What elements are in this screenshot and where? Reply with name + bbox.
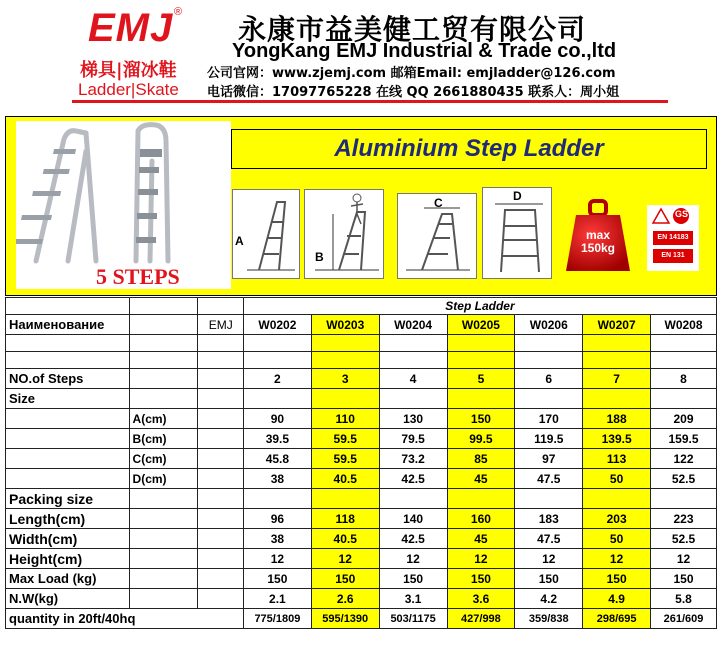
length-cell: 160	[447, 509, 515, 529]
model-cell: W0207	[583, 315, 651, 335]
size-row-a	[6, 409, 717, 429]
product-title: Aluminium Step Ladder	[334, 135, 604, 162]
width-cell: 38	[243, 529, 311, 549]
length-cell: 140	[379, 509, 447, 529]
model-cell: W0206	[515, 315, 583, 335]
steps-cell: 2	[243, 369, 311, 389]
header-divider	[72, 100, 668, 103]
model-cell: W0205	[447, 315, 515, 335]
size-row-d	[6, 469, 717, 489]
maxload-cell: 150	[311, 569, 379, 589]
height-row	[6, 549, 717, 569]
nw-cell: 2.1	[243, 589, 311, 609]
logo-text: EMJ	[88, 6, 174, 50]
logo-english-text: Ladder|Skate	[78, 80, 179, 99]
height-cell: 12	[379, 549, 447, 569]
diagram-b	[304, 189, 384, 279]
length-row	[6, 509, 717, 529]
company-name-chinese: 永康市益美健工贸有限公司	[238, 13, 587, 46]
spec-table	[5, 297, 717, 629]
diagram-c	[397, 193, 477, 279]
height-cell: 12	[651, 549, 717, 569]
width-cell: 42.5	[379, 529, 447, 549]
size-cell: 73.2	[379, 449, 447, 469]
width-cell: 40.5	[311, 529, 379, 549]
size-cell: 40.5	[311, 469, 379, 489]
diagram-label-c: C	[434, 196, 443, 210]
diagram-label-b: B	[315, 250, 324, 264]
group-header: Step Ladder	[243, 298, 716, 315]
size-cell: 90	[243, 409, 311, 429]
quantity-cell: 298/695	[583, 609, 651, 629]
max-load-text: max 150kg	[580, 228, 616, 255]
logo-chinese-text: 梯具|溜冰鞋	[80, 60, 177, 81]
size-b-label: B(cm)	[129, 429, 198, 449]
diagram-label-a: A	[235, 234, 244, 248]
size-cell: 99.5	[447, 429, 515, 449]
quantity-cell: 595/1390	[311, 609, 379, 629]
nw-cell: 4.9	[583, 589, 651, 609]
size-cell: 42.5	[379, 469, 447, 489]
quantity-cell: 359/838	[515, 609, 583, 629]
maxload-row	[6, 569, 717, 589]
width-row	[6, 529, 717, 549]
group-header-row	[6, 298, 717, 315]
size-cell: 97	[515, 449, 583, 469]
model-cell: W0204	[379, 315, 447, 335]
size-a-label: A(cm)	[129, 409, 198, 429]
quantity-cell: 427/998	[447, 609, 515, 629]
size-header-row	[6, 389, 717, 409]
height-cell: 12	[447, 549, 515, 569]
width-label: Width(cm)	[6, 529, 130, 549]
height-cell: 12	[243, 549, 311, 569]
maxload-cell: 150	[243, 569, 311, 589]
steps-cell: 7	[583, 369, 651, 389]
max-load-weight-icon	[564, 199, 632, 275]
size-c-label: C(cm)	[129, 449, 198, 469]
maxload-label: Max Load (kg)	[6, 569, 130, 589]
gs-mark-icon	[647, 205, 699, 227]
size-cell: 150	[447, 409, 515, 429]
registered-mark: ®	[174, 6, 183, 18]
size-cell: 45	[447, 469, 515, 489]
size-cell: 110	[311, 409, 379, 429]
steps-cell: 4	[379, 369, 447, 389]
width-cell: 52.5	[651, 529, 717, 549]
size-cell: 139.5	[583, 429, 651, 449]
maxload-cell: 150	[379, 569, 447, 589]
height-cell: 12	[515, 549, 583, 569]
diagram-d	[482, 187, 552, 279]
blank-row	[6, 352, 717, 369]
diagram-a	[232, 189, 300, 279]
size-row-b	[6, 429, 717, 449]
title-box	[231, 129, 707, 169]
model-cell: W0202	[243, 315, 311, 335]
width-cell: 47.5	[515, 529, 583, 549]
diagram-label-d: D	[513, 189, 522, 203]
maxload-cell: 150	[515, 569, 583, 589]
certification-badges	[647, 205, 699, 271]
maxload-cell: 150	[583, 569, 651, 589]
size-cell: 79.5	[379, 429, 447, 449]
nw-label: N.W(kg)	[6, 589, 130, 609]
size-row-c	[6, 449, 717, 469]
size-cell: 122	[651, 449, 717, 469]
packing-label: Packing size	[6, 489, 130, 509]
size-cell: 119.5	[515, 429, 583, 449]
company-phone-contact: 电话微信：17097765228 在线 QQ 2661880435 联系人：周小姐	[207, 85, 620, 100]
height-cell: 12	[311, 549, 379, 569]
size-cell: 47.5	[515, 469, 583, 489]
cert-en14183: EN 14183	[653, 231, 693, 245]
company-name-english: YongKang EMJ Industrial & Trade co.,ltd	[232, 40, 617, 62]
length-cell: 118	[311, 509, 379, 529]
nw-cell: 5.8	[651, 589, 717, 609]
size-cell: 50	[583, 469, 651, 489]
nw-cell: 2.6	[311, 589, 379, 609]
width-cell: 45	[447, 529, 515, 549]
quantity-cell: 261/609	[651, 609, 717, 629]
size-cell: 39.5	[243, 429, 311, 449]
steps-cell: 5	[447, 369, 515, 389]
product-banner	[5, 116, 717, 296]
company-header	[0, 0, 720, 110]
size-cell: 85	[447, 449, 515, 469]
size-cell: 159.5	[651, 429, 717, 449]
size-cell: 59.5	[311, 449, 379, 469]
size-cell: 188	[583, 409, 651, 429]
nw-cell: 3.1	[379, 589, 447, 609]
quantity-label: quantity in 20ft/40hq	[6, 609, 244, 629]
size-cell: 130	[379, 409, 447, 429]
size-label: Size	[6, 389, 130, 409]
steps-label: NO.of Steps	[6, 369, 130, 389]
length-cell: 223	[651, 509, 717, 529]
size-cell: 113	[583, 449, 651, 469]
model-cell: W0203	[311, 315, 379, 335]
emj-logo	[74, 4, 204, 100]
company-web-email: 公司官网：www.zjemj.com 邮箱Email: emjladder@126.com	[207, 66, 616, 81]
steps-cell: 6	[515, 369, 583, 389]
nw-row	[6, 589, 717, 609]
cert-en131: EN 131	[653, 249, 693, 263]
nw-cell: 4.2	[515, 589, 583, 609]
cert-gs: GS	[675, 209, 689, 219]
size-cell: 38	[243, 469, 311, 489]
ladder-photo	[16, 121, 231, 289]
model-row	[6, 315, 717, 335]
length-label: Length(cm)	[6, 509, 130, 529]
length-cell: 203	[583, 509, 651, 529]
nw-cell: 3.6	[447, 589, 515, 609]
blank-row	[6, 335, 717, 352]
width-cell: 50	[583, 529, 651, 549]
size-cell: 52.5	[651, 469, 717, 489]
height-label: Height(cm)	[6, 549, 130, 569]
size-d-label: D(cm)	[129, 469, 198, 489]
ladder-diagram-b-icon	[305, 190, 385, 280]
size-cell: 59.5	[311, 429, 379, 449]
quantity-row	[6, 609, 717, 629]
steps-row	[6, 369, 717, 389]
size-cell: 170	[515, 409, 583, 429]
height-cell: 12	[583, 549, 651, 569]
size-cell: 209	[651, 409, 717, 429]
length-cell: 183	[515, 509, 583, 529]
packing-header-row	[6, 489, 717, 509]
steps-cell: 8	[651, 369, 717, 389]
name-label: Наименование	[6, 315, 130, 335]
size-cell: 45.8	[243, 449, 311, 469]
maxload-cell: 150	[447, 569, 515, 589]
steps-cell: 3	[311, 369, 379, 389]
length-cell: 96	[243, 509, 311, 529]
maxload-cell: 150	[651, 569, 717, 589]
quantity-cell: 503/1175	[379, 609, 447, 629]
quantity-cell: 775/1809	[243, 609, 311, 629]
brand-cell: EMJ	[198, 315, 244, 335]
model-cell: W0208	[651, 315, 717, 335]
steps-caption: 5 STEPS	[96, 264, 180, 289]
